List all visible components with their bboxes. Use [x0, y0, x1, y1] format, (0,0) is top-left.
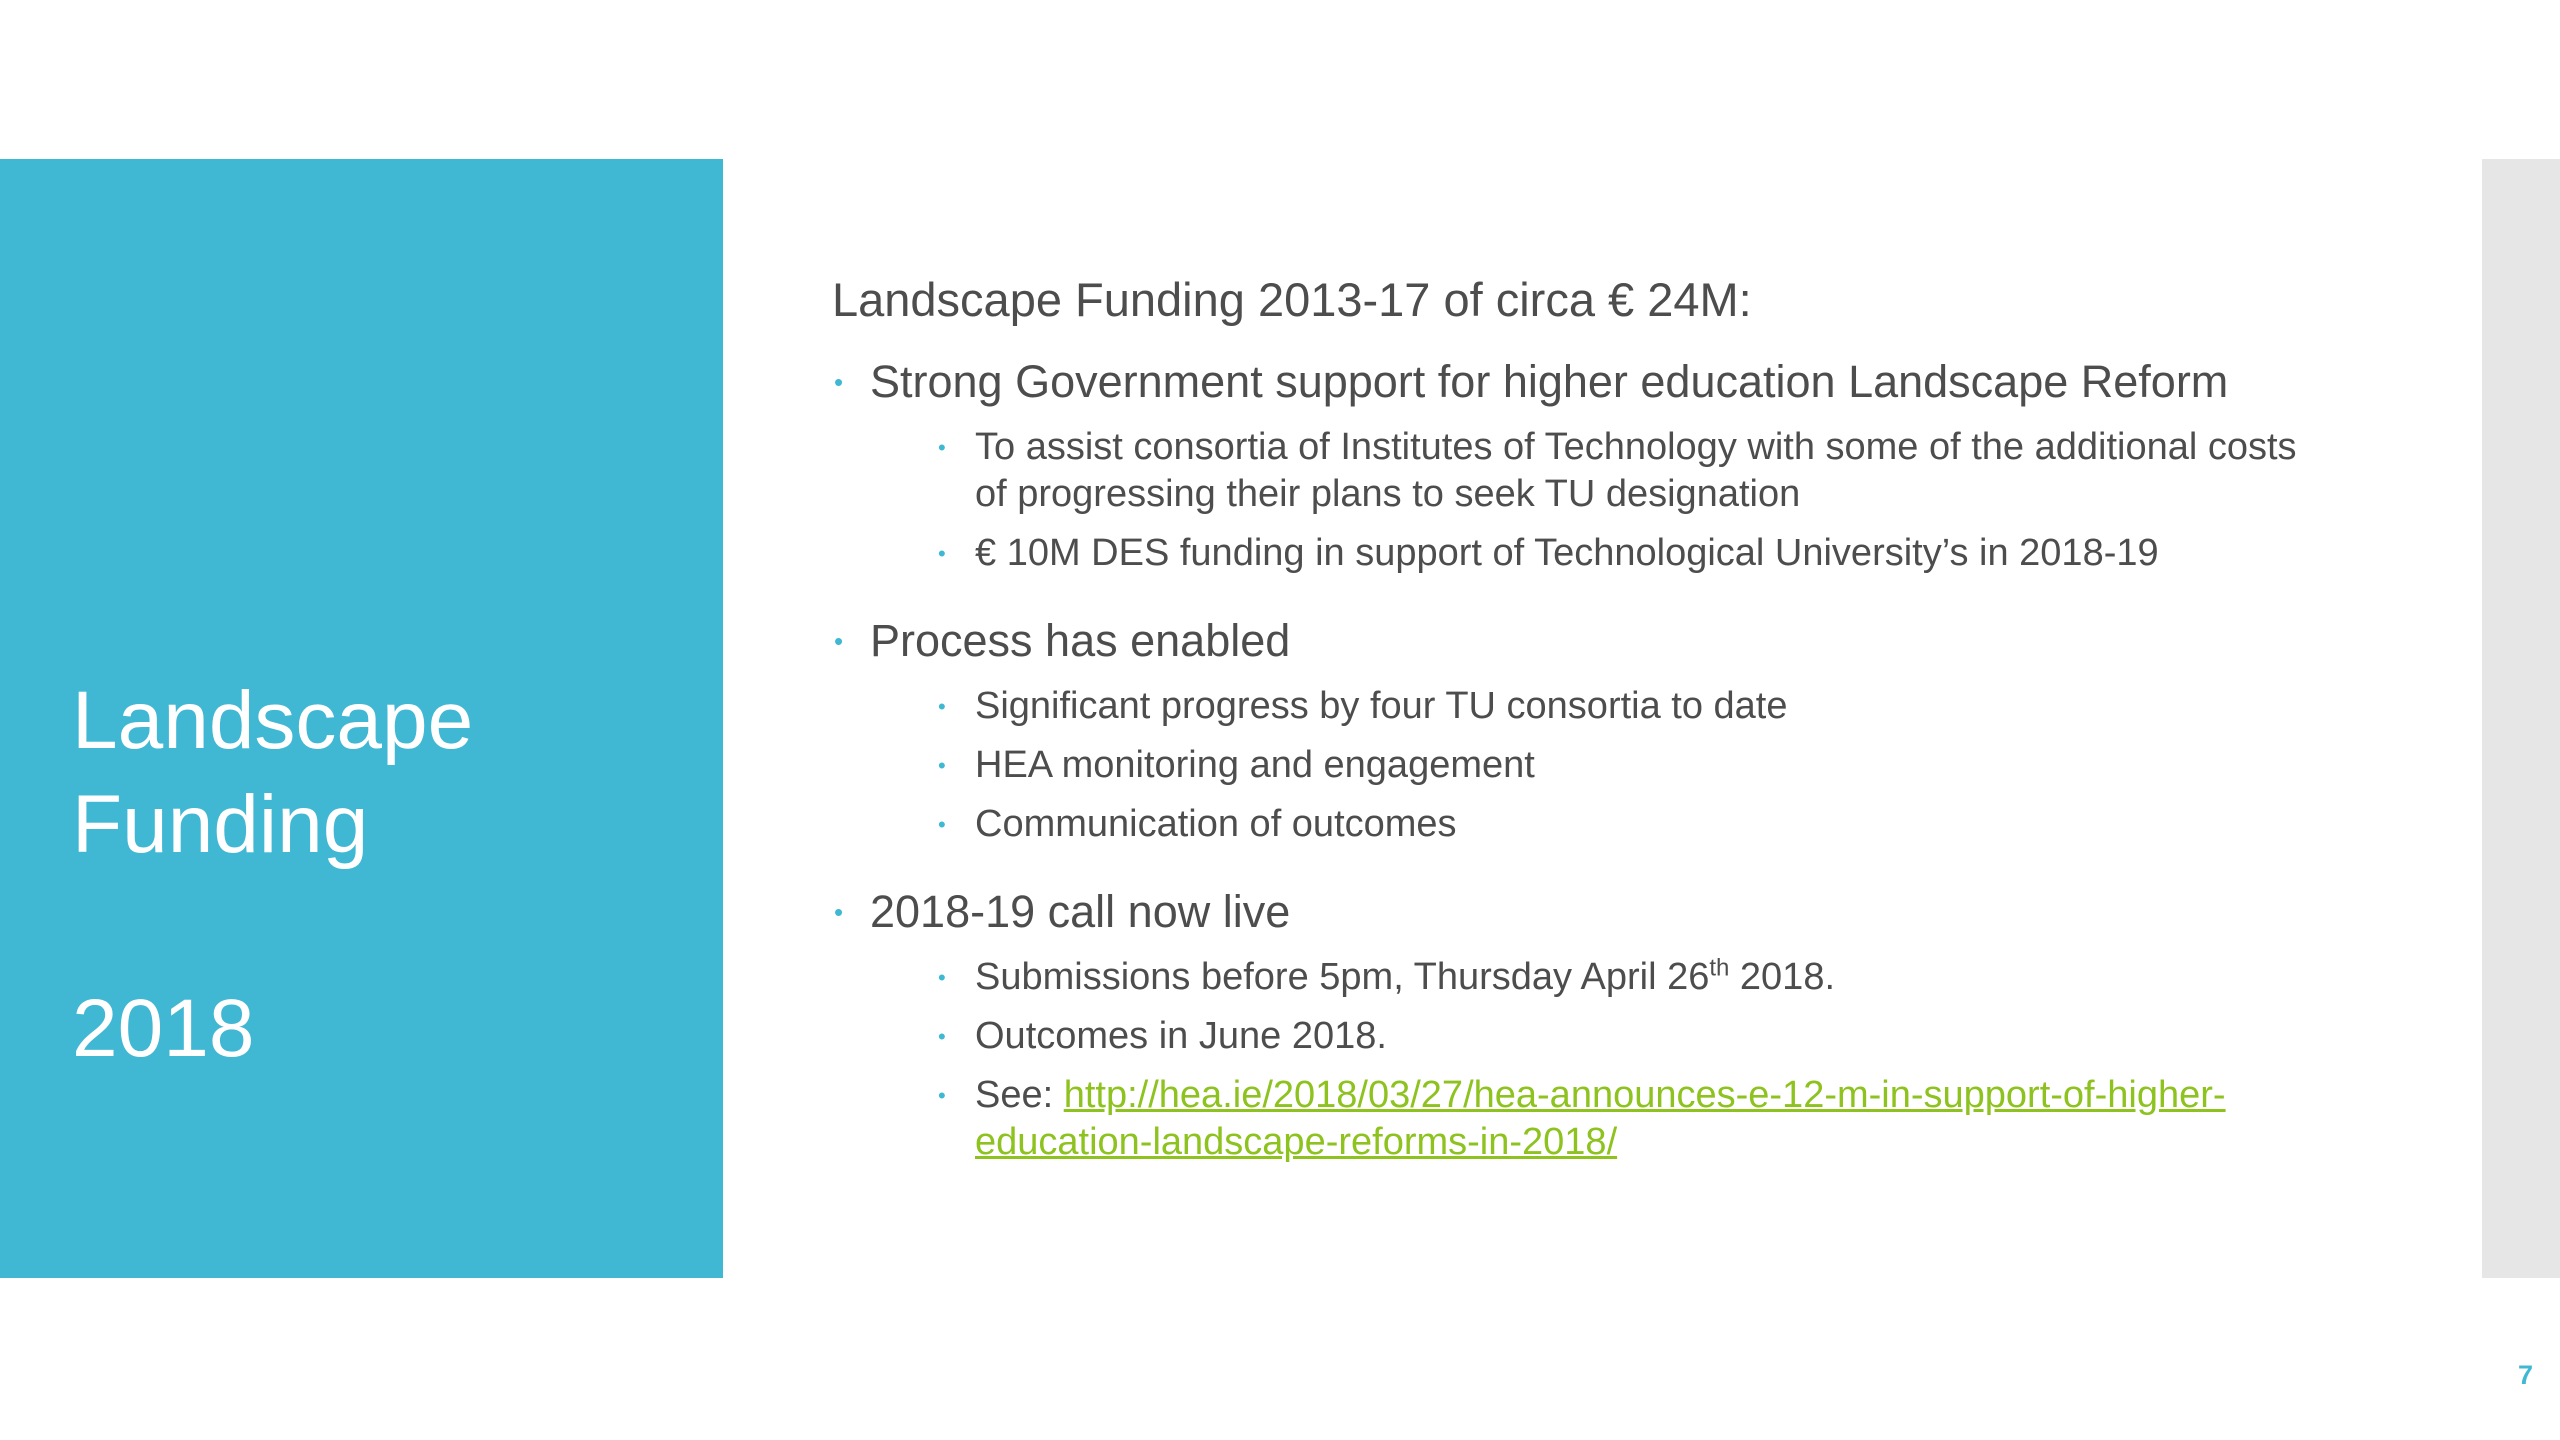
bullet-text: To assist consortia of Institutes of Technology with some of the additional costs of progressing their plans to seek TU designation: [975, 426, 2297, 515]
superscript-th: th: [1709, 954, 1730, 982]
page-number: 7: [2518, 1360, 2534, 1390]
slide-title: [72, 669, 692, 1081]
bullet-dot-icon: •: [834, 626, 844, 656]
bullet-level2: [938, 530, 2312, 577]
bullet-text: Significant progress by four TU consortia to date: [975, 685, 1788, 727]
submission-text: [975, 956, 1835, 998]
bullet-dot-icon: •: [938, 1083, 946, 1108]
bullet-text: Strong Government support for higher education Landscape Reform: [870, 356, 2229, 407]
bullet-level2: [938, 742, 2312, 789]
title-line-2: Funding: [72, 779, 369, 870]
bullet-text: Outcomes in June 2018.: [975, 1015, 1387, 1057]
bullet-dot-icon: •: [938, 1024, 946, 1049]
bullet-text: € 10M DES funding in support of Technological University’s in 2018-19: [975, 532, 2159, 574]
right-side-bar: [2482, 159, 2560, 1278]
see-label: See:: [975, 1074, 1064, 1116]
lead-text: Landscape Funding 2013-17 of circa € 24M:: [832, 273, 1752, 326]
bullet-text: Communication of outcomes: [975, 803, 1457, 845]
bullet-group-call: [832, 882, 2312, 1166]
hea-announcement-link[interactable]: http://hea.ie/2018/03/27/hea-announces-e-12-m-in-support-of-higher-education-landscape-reforms-in-2018/: [975, 1074, 2226, 1163]
title-year: 2018: [72, 983, 255, 1074]
bullet-dot-icon: •: [834, 367, 844, 397]
bullet-level2: [938, 1013, 2312, 1060]
bullet-dot-icon: •: [938, 435, 946, 460]
bullet-level1: [832, 611, 2312, 671]
bullet-level2: [938, 424, 2312, 518]
submission-prefix: Submissions before 5pm, Thursday April 26: [975, 956, 1710, 998]
bullet-level1: [832, 882, 2312, 942]
bullet-group-process: [832, 611, 2312, 848]
bullet-text: 2018-19 call now live: [870, 886, 1291, 937]
submission-suffix: 2018.: [1729, 956, 1836, 998]
bullet-level2: [938, 801, 2312, 848]
bullet-level1: [832, 352, 2312, 412]
bullet-text: HEA monitoring and engagement: [975, 744, 1535, 786]
title-panel: [0, 159, 723, 1278]
content-area: [832, 268, 2312, 1200]
bullet-dot-icon: •: [938, 541, 946, 566]
title-line-1: Landscape: [72, 675, 474, 766]
bullet-dot-icon: •: [938, 812, 946, 837]
bullet-level2: [938, 954, 2312, 1001]
bullet-level2: [938, 1072, 2312, 1166]
bullet-group-government-support: [832, 352, 2312, 577]
bullet-dot-icon: •: [938, 965, 946, 990]
bullet-dot-icon: •: [938, 694, 946, 719]
bullet-text: Process has enabled: [870, 615, 1291, 666]
bullet-dot-icon: •: [834, 897, 844, 927]
bullet-level2: [938, 683, 2312, 730]
bullet-dot-icon: •: [938, 753, 946, 778]
